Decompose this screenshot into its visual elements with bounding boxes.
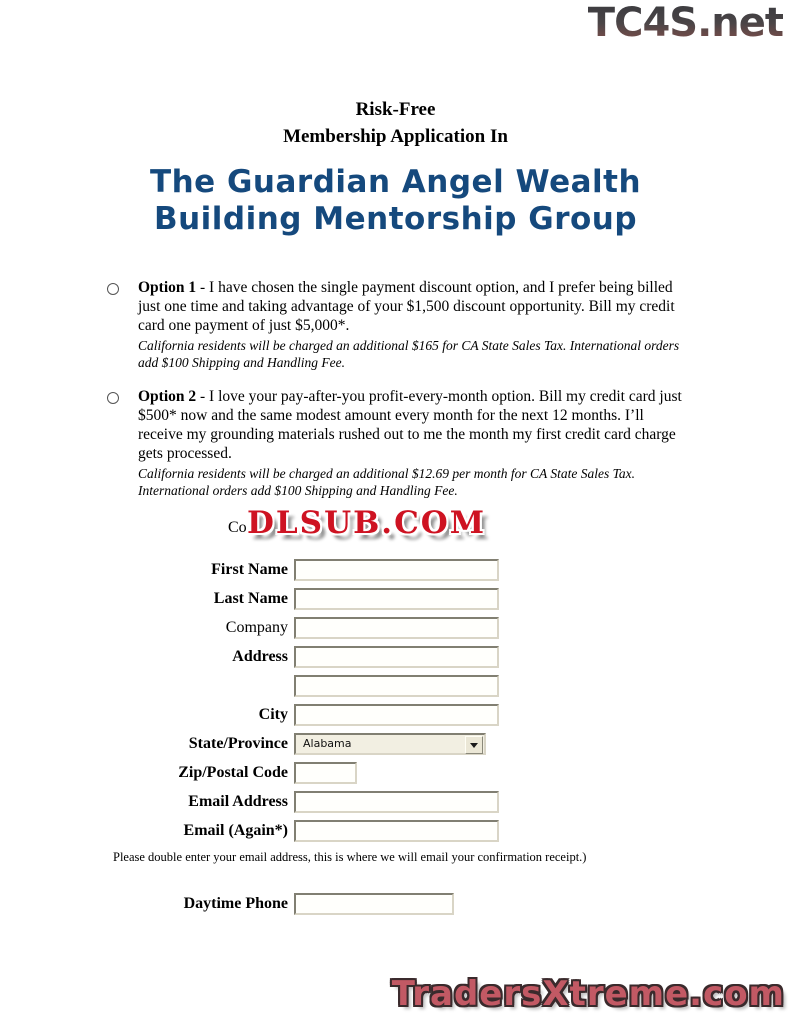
first-name-field[interactable] xyxy=(294,559,499,581)
option-1-note: California residents will be charged an additional $165 for CA State Sales Tax. International orders add $100 Shipping and Handling Fee. xyxy=(138,338,680,370)
state-select-value: Alabama xyxy=(303,737,352,750)
state-label: State/Province xyxy=(188,735,288,752)
company-field[interactable] xyxy=(294,617,499,639)
form-row-company xyxy=(0,617,791,639)
form-row-email-again xyxy=(0,820,791,842)
option-2-text xyxy=(138,387,683,499)
title-line2: Building Mentorship Group xyxy=(153,201,638,237)
option-1-label: Option 1 xyxy=(138,279,197,296)
city-field[interactable] xyxy=(294,704,499,726)
option-1-row xyxy=(107,278,791,371)
company-label: Company xyxy=(225,619,288,636)
option-2-note: California residents will be charged an additional $12.69 per month for CA State Sales Tax. International orders add $100 Shipping and Handling Fee. xyxy=(138,466,636,498)
page-title xyxy=(0,164,791,238)
zip-label: Zip/Postal Code xyxy=(178,764,288,781)
subheader-line2: Membership Application In xyxy=(283,126,508,147)
option-2-row xyxy=(107,387,791,499)
last-name-label: Last Name xyxy=(213,590,288,607)
option-2-label: Option 2 xyxy=(138,388,197,405)
form-row-last-name xyxy=(0,588,791,610)
address-field[interactable] xyxy=(294,646,499,668)
form-row-first-name xyxy=(0,559,791,581)
phone-label: Daytime Phone xyxy=(183,895,288,912)
dlsub-watermark-logo: DLSUB.COM xyxy=(247,505,487,541)
phone-field[interactable] xyxy=(294,893,454,915)
form-row-city xyxy=(0,704,791,726)
email-confirmation-note: Please double enter your email address, this is where we will email your confirmation receipt.) xyxy=(113,850,587,864)
option-2-description: - I love your pay-after-you profit-every-month option. Bill my credit card just $500* now and the same modest amount every month for the next 12 months. I’ll receive my grounding materials rushed out to me the month my first credit card charge gets processed. xyxy=(138,388,682,462)
payment-options xyxy=(107,278,791,499)
email-again-label: Email (Again*) xyxy=(183,822,288,839)
chevron-down-icon xyxy=(470,743,478,748)
last-name-field[interactable] xyxy=(294,588,499,610)
email-label: Email Address xyxy=(188,793,288,810)
title-line1: The Guardian Angel Wealth xyxy=(149,164,642,200)
page-subheader xyxy=(0,96,791,150)
zip-field[interactable] xyxy=(294,762,357,784)
email-field[interactable] xyxy=(294,791,499,813)
option-1-text xyxy=(138,278,683,371)
state-select[interactable] xyxy=(294,733,486,755)
tc4s-logo: TC4S.net xyxy=(587,0,783,46)
form-row-state xyxy=(0,733,791,755)
address-label: Address xyxy=(232,648,288,665)
option-2-radio[interactable] xyxy=(107,392,119,404)
form-row-address xyxy=(0,646,791,668)
address2-field[interactable] xyxy=(294,675,499,697)
city-label: City xyxy=(258,706,288,723)
form-row-address2 xyxy=(0,675,791,697)
tradersxtreme-logo: TradersXtreme.com xyxy=(391,974,785,1014)
form-row-phone xyxy=(0,893,791,915)
form-row-zip xyxy=(0,762,791,784)
email-again-field[interactable] xyxy=(294,820,499,842)
form-intro-line xyxy=(0,507,791,551)
state-select-arrow-button[interactable] xyxy=(465,736,483,754)
form-row-email xyxy=(0,791,791,813)
address2-label xyxy=(0,675,294,697)
option-1-description: - I have chosen the single payment discount option, and I prefer being billed just one time and taking advantage of your $1,500 discount opportunity. Bill my credit card one payment of just $5,000*. xyxy=(138,279,675,334)
application-form xyxy=(0,559,791,915)
option-1-radio[interactable] xyxy=(107,283,119,295)
first-name-label: First Name xyxy=(211,561,288,578)
subheader-line1: Risk-Free xyxy=(355,99,436,120)
form-intro-text: Co xyxy=(228,519,247,536)
